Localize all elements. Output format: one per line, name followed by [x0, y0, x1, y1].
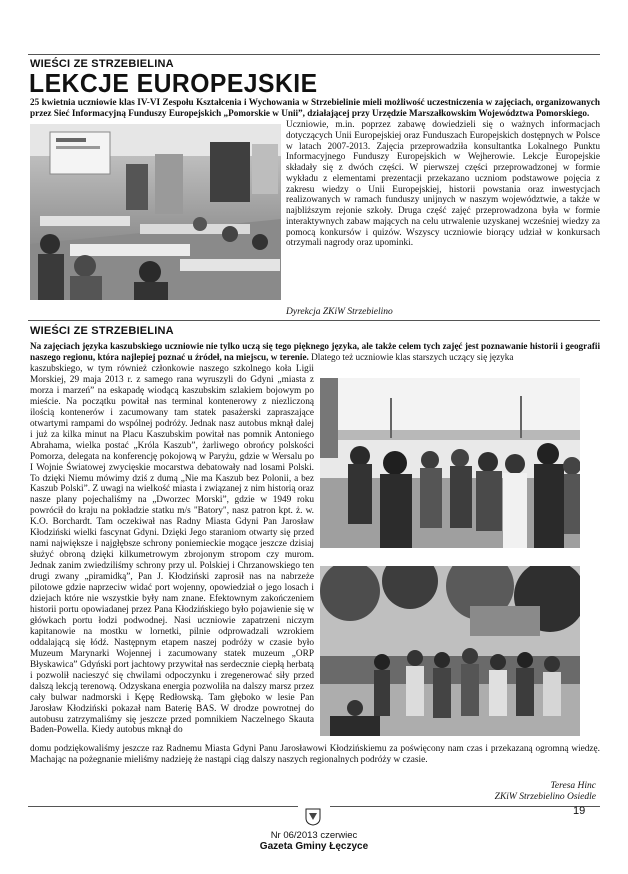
section-kicker-1: WIEŚCI ZE STRZEBIELINA [30, 58, 174, 70]
article-tail-2: domu podziękowaliśmy jeszcze raz Radnemu Miasta Gdyni Panu Jarosławowi Kłodzińskiemu za poświęcony nam czas i przekazaną ogromną wiedzę. Machając na pożegnanie mieliśmy nadzieję że nastąpi ciąg dalszy naszych regionalnych podróży w czasie. [30, 744, 600, 765]
top-rule [28, 54, 600, 55]
footer-rule-left [28, 806, 298, 807]
classroom-photo [30, 124, 281, 300]
page-number: 19 [573, 805, 586, 817]
footer-rule-right [330, 806, 600, 807]
signature-1: Dyrekcja ZKiW Strzebielino [286, 307, 393, 317]
article-lead-2 [30, 341, 600, 363]
issue-line: Nr 06/2013 czerwiec [270, 830, 358, 841]
section-kicker-2: WIEŚCI ZE STRZEBIELINA [30, 325, 174, 337]
signature-author: Teresa Hinc [550, 781, 596, 791]
group-photo-park [320, 566, 580, 736]
magazine-name: Gazeta Gminy Łęczyce [259, 841, 369, 852]
section-rule [28, 320, 600, 321]
article-lead-1: 25 kwietnia uczniowie klas IV-VI Zespołu Kształcenia i Wychowania w Strzebielinie mieli możliwość uczestniczenia w zajęciach, organizowanych przez Sieć Informacyjną Funduszy Europejskich „Pomorskie w Unii”, działającej przy Urzędzie Marszałkowskim Województwa Pomorskiego. [30, 97, 600, 118]
article-title: LEKCJE EUROPEJSKIE [29, 68, 318, 98]
lead-plain-text: Dlatego też uczniowie klas starszych uczący się języka [308, 352, 514, 362]
lead-bold-text: Na zajęciach języka kaszubskiego uczniowie nie tylko uczą się tego pięknego języka, ale także celem tych zajęć jest poznawanie historii i geografii naszego regionu, która najlepiej poznać u źródeł, na miejscu, w terenie. [30, 341, 600, 362]
article-column-2: kaszubskiego, w tym również członkowie naszego szkolnego koła Ligii Morskiej, 29 maja 2013 r. z samego rana wyruszyli do Gdyni „miasta z morza i marzeń” na eskapadę wiodącą kaszubskim szlakiem bojowym po mieście. Na początku powitał nas terminal kontenerowy z niezliczoną ilością kontenerów i zacumowany tam statek pasażerski zapraszające otwartymi rampami do wspólnej podróży. Jednak nasz autobus mknął dalej i już za kilka minut na Placu Kaszubskim powitał nas pomnik Antoniego Abrahama, wielka postać „Króla Kaszub”, żarliwego obrońcy polskości Pomorza, delegata na konferencję pokojową w Paryżu, gdzie w Wersalu po I Wojnie Światowej zwycięskie mocarstwa debatowały nad losami Polski. To dzięki Niemu mówimy dziś z dumą „Nie ma Kaszub bez Polonii, a bez Kaszub Polski”. Z uwagi na wielkość miasta i związanej z nim historią oraz nasze plany pojechaliśmy na „Dworzec Morski”, gdzie w 1949 roku powrócił do kraju na pokładzie statku m/s "Batory", nasz patron kpt. ż. w. K.O. Borchardt. Tam oczekiwał nas Radny Miasta Gdyni Pan Jarosław Kłodziński wielki fascynat Gdyni. Dzięki Jego staraniom otwarty się przed nami największe i najgłębsze schrony poniemieckie mogące jeszcze dzisiaj służyć obroną dzięki kilkumetrowym zbrojonym stropom czy murom. Jednak zanim zwiedziliśmy schrony przy ul. Polskiej i Chrzanowskiego ten drugi zwany „piramidką”, Pan J. Kłodziński zaprosił nas na nabrzeże pilotowe gdzie naprzeciw widać port wojenny, opowiedział o jego losach i dziejach które nie wszystkie były nam znane. Efektownym zakończeniem historii portu opowiadanej przez Pana Kłodzińskiego było pojawienie się w główkach portu łodzi podwodnej. Nasi uczniowie zapatrzeni niczym kapitanowie na mostku w lornetki, pilnie odprowadzali wzrokiem oddalającą się łódź. Następnym etapem naszej podróży w czasie było Muzeum Marynarki Wojennej i zacumowany statek muzeum „ORP Błyskawica” Gdyński port jachtowy przywitał nas serdecznie ciepłą herbatą i pozwolił nacieszyć się chwilami odpoczynku i zregenerować siły przed dalszą lekcją terenową. Odzyskana energia pozwoliła na dalszy marsz przez cały bulwar nadmorski i Kępę Redłowską. Tam głęboko w lesie Pan Jarosław Kłodziński pokazał nam Baterię BAS. W drodze powrotnej do autobusu zatrzymaliśmy się jeszcze przed pomnikiem Naczelnego Skauta Baden-Powella. Kiedy autobus mknął do [30, 364, 314, 736]
article-body-1: Uczniowie, m.in. poprzez zabawę dowiedzieli się o ważnych informacjach dotyczących Unii Europejskiej oraz Funduszach Europejskich dostępnych w Polsce w latach 2007-2013. Zajęcia przeprowadziła konsultantka Lokalnego Punktu Informacyjnego Funduszy Europejskich w Wejherowie. Lekcje Europejskie składały się z dwóch części. W pierwszej części przeprowadzonej w formie wykładu z elementami prezentacji przekazano uczniom podstawowe pojęcia z zakresu wiedzy o Unii Europejskiej, historii powstania oraz inwestycjach realizowanych w ramach funduszy unijnych w naszym województwie, a także w najbliższym rejonie szkoły. Druga część zajęć przeprowadzona była w formie interaktywnych zabaw mających na celu utrwalenie uzyskanej wcześniej wiedzy za pomocą konkursów i quizów. Wszyscy uczniowie biorący udział w konkursach otrzymali nagrody oraz upominki. [286, 120, 600, 249]
signature-organization: ZKiW Strzebielino Osiedle [494, 792, 596, 802]
municipality-crest-icon [305, 808, 321, 826]
group-photo-waterfront [320, 378, 580, 548]
